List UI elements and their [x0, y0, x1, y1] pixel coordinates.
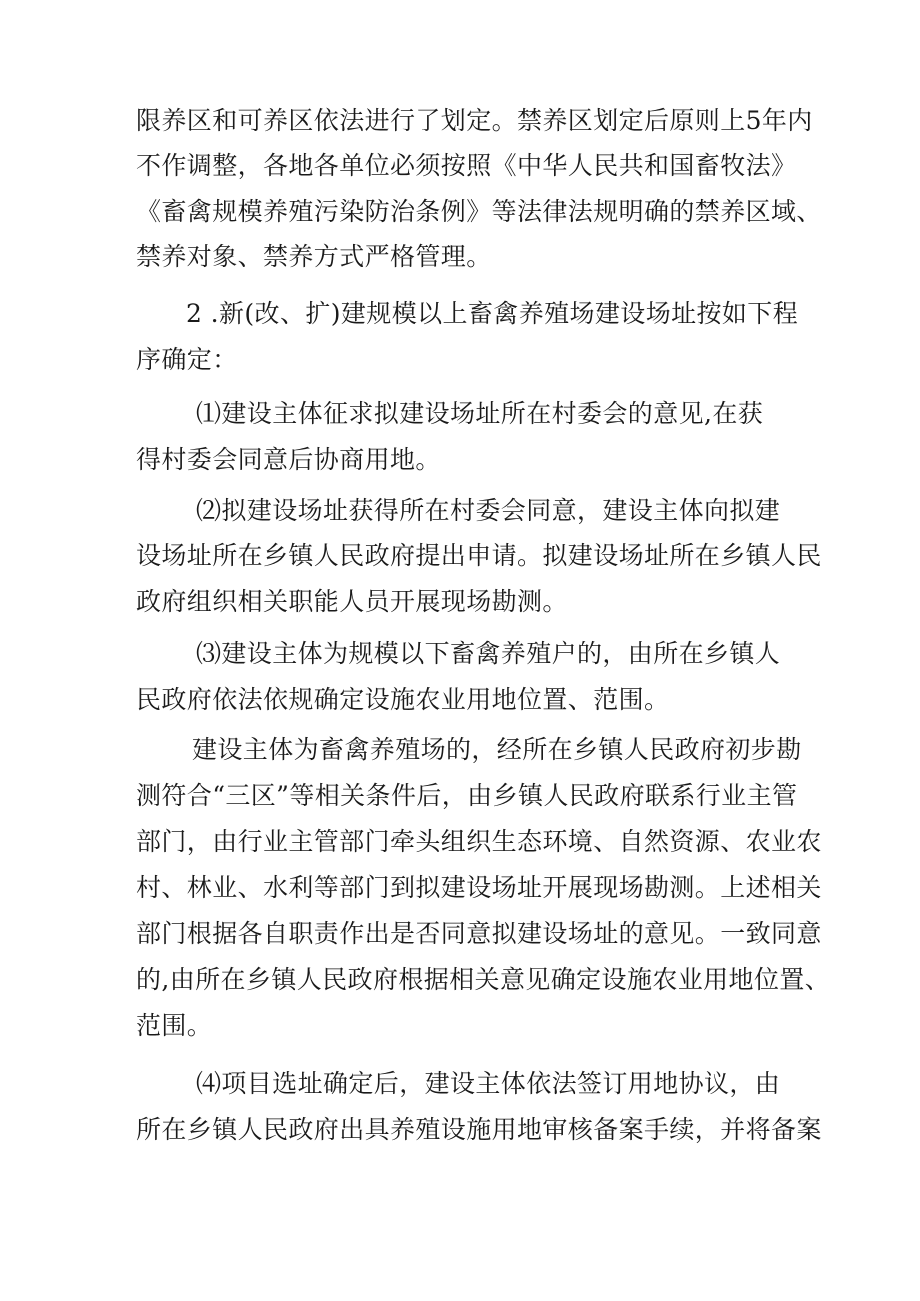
text-line: 《畜禽规模养殖污染防治条例》等法律法规明确的禁养区域、	[136, 197, 822, 226]
text-line: 2 .新(改、扩)建规模以上畜禽养殖场建设场址按如下程	[186, 299, 799, 328]
text-line: 限养区和可养区依法进行了划定。禁养区划定后原则上5年内	[136, 106, 813, 135]
text-line: ⑷项目选址确定后，建设主体依法签订用地协议，由	[196, 1069, 781, 1098]
text-line: 政府组织相关职能人员开展现场勘测。	[136, 587, 568, 616]
text-line: 部门，由行业主管部门牵头组织生态环境、自然资源、农业农	[136, 827, 822, 856]
text-line: 的,由所在乡镇人民政府根据相关意见确定设施农业用地位置、	[136, 965, 831, 994]
text-line: 得村委会同意后协商用地。	[136, 445, 441, 474]
text-line: 部门根据各自职责作出是否同意拟建设场址的意见。一致同意	[136, 919, 822, 948]
text-line: 建设主体为畜禽养殖场的，经所在乡镇人民政府初步勘	[192, 735, 802, 764]
text-line: 测符合“三区”等相关条件后，由乡镇人民政府联系行业主管	[136, 781, 798, 810]
text-line: 村、林业、水利等部门到拟建设场址开展现场勘测。上述相关	[136, 873, 822, 902]
text-line: 所在乡镇人民政府出具养殖设施用地审核备案手续，并将备案	[136, 1115, 822, 1144]
text-line: 不作调整，各地各单位必须按照《中华人民共和国畜牧法》	[136, 151, 797, 180]
text-line: 禁养对象、禁养方式严格管理。	[136, 242, 492, 271]
text-line: ⑵拟建设场址获得所在村委会同意，建设主体向拟建	[196, 496, 781, 525]
text-line: 设场址所在乡镇人民政府提出申请。拟建设场址所在乡镇人民	[136, 541, 822, 570]
text-line: ⑴建设主体征求拟建设场址所在村委会的意见,在获	[196, 399, 764, 428]
text-line: ⑶建设主体为规模以下畜禽养殖户的，由所在乡镇人	[196, 639, 781, 668]
text-line: 序确定：	[136, 345, 238, 374]
text-line: 民政府依法依规确定设施农业用地位置、范围。	[136, 685, 670, 714]
text-line: 范围。	[136, 1011, 213, 1040]
